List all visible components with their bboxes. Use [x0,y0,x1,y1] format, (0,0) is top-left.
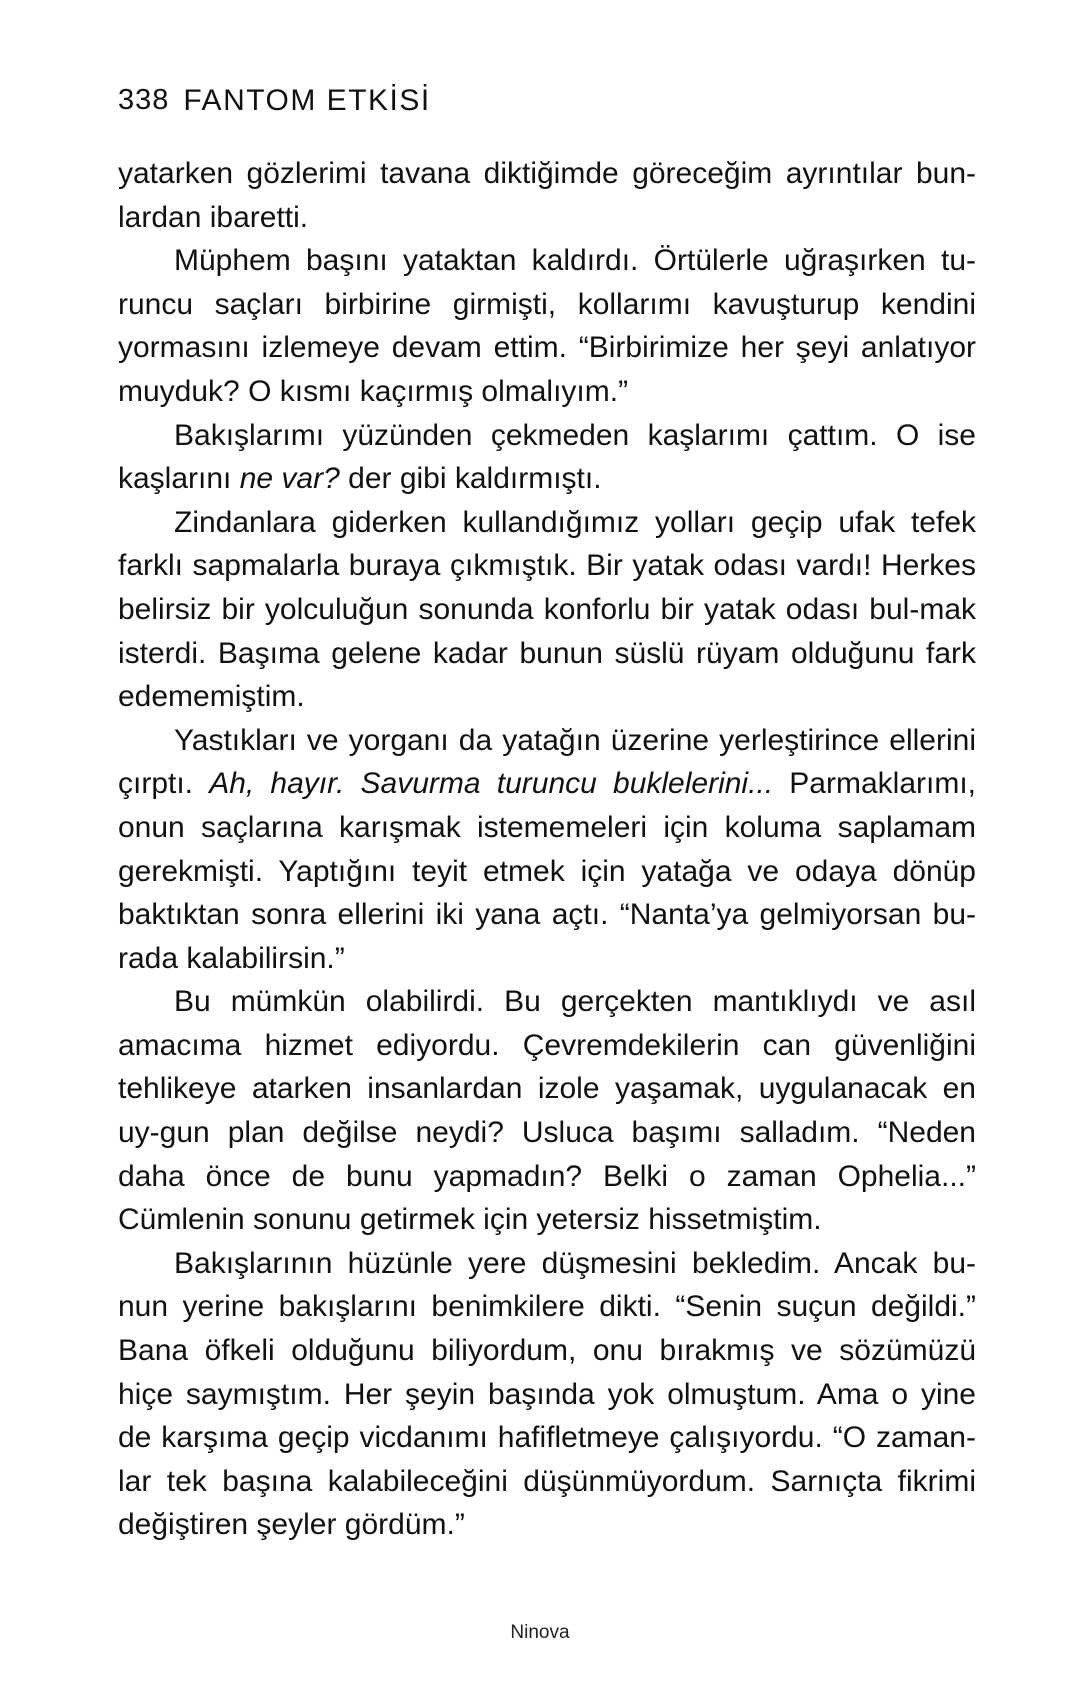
publisher-footer: Ninova [510,1622,570,1643]
paragraph-3-text-a: Bakışlarımı yüzünden çekmeden kaşlarımı çattım. O ise kaşlarını [118,418,976,496]
paragraph-5-italic: Ah, hayır. Savurma turuncu buklelerini... [209,767,774,801]
book-title: FANTOM ETKİSİ [183,84,431,117]
paragraph-3 [118,414,976,501]
paragraph-7: Bakışlarının hüzünle yere düşmesini bekledim. Ancak bu-nun yerine bakışlarını benimkilere dikti. “Senin suçun değildi.” Bana öfkeli olduğunu biliyordum, onu bırakmış ve sözümüzü hiçe saymıştım. Her şeyin başında yok olmuştum. Ama o yine de karşıma geçip vicdanımı hafifletmeye çalışıyordu. “O zaman-lar tek başına kalabileceğini düşünmüyordum. Sarnıçta fikrimi değiştiren şeyler gördüm.” [118,1246,976,1542]
paragraph-5 [118,719,976,981]
paragraph-6: Bu mümkün olabilirdi. Bu gerçekten mantıklıydı ve asıl amacıma hizmet ediyordu. Çevremdekilerin can güvenliğini tehlikeye atarken insanlardan izole yaşamak, uygulanacak en uy-gun plan değilse neydi? Usluca başımı salladım. “Neden daha önce de bunu yapmadın? Belki o zaman Ophelia...” Cümlenin sonunu getirmek için yetersiz hissetmiştim. [118,985,976,1237]
body-text [118,152,976,1547]
running-head [118,84,431,118]
paragraph-3-text-b: der gibi kaldırmıştı. [339,462,602,496]
paragraph-5-text-b: Parmaklarımı, onun saçlarına karışmak istememeleri için koluma saplamam gerekmişti. Yaptığını teyit etmek için yatağa ve odaya dönüp baktıktan sonra ellerini iki yana açtı. “Nanta’ya gelmiyorsan bu-rada kalabilirsin.” [118,767,976,975]
paragraph-4: Zindanlara giderken kullandığımız yolları geçip ufak tefek farklı sapmalarla buraya çıkmıştık. Bir yatak odası vardı! Herkes belirsiz bir yolculuğun sonunda konforlu bir yatak odası bul-mak isterdi. Başıma gelene kadar bunun süslü rüyam olduğunu fark edememiştim. [118,505,976,714]
paragraph-2: Müphem başını yataktan kaldırdı. Örtülerle uğraşırken tu-runcu saçları birbirine girmişti, kollarımı kavuşturup kendini yormasını izlemeye devam ettim. “Birbirimize her şeyi anlatıyor muyduk? O kısmı kaçırmış olmalıyım.” [118,244,976,408]
page-number: 338 [118,84,170,116]
paragraph-5-text-a: Yastıkları ve yorganı da yatağın üzerine yerleştirince ellerini çırptı. [118,723,976,801]
paragraph-1: yatarken gözlerimi tavana diktiğimde göreceğim ayrıntılar bun-lardan ibaretti. [118,157,976,234]
paragraph-3-italic: ne var? [239,462,340,496]
